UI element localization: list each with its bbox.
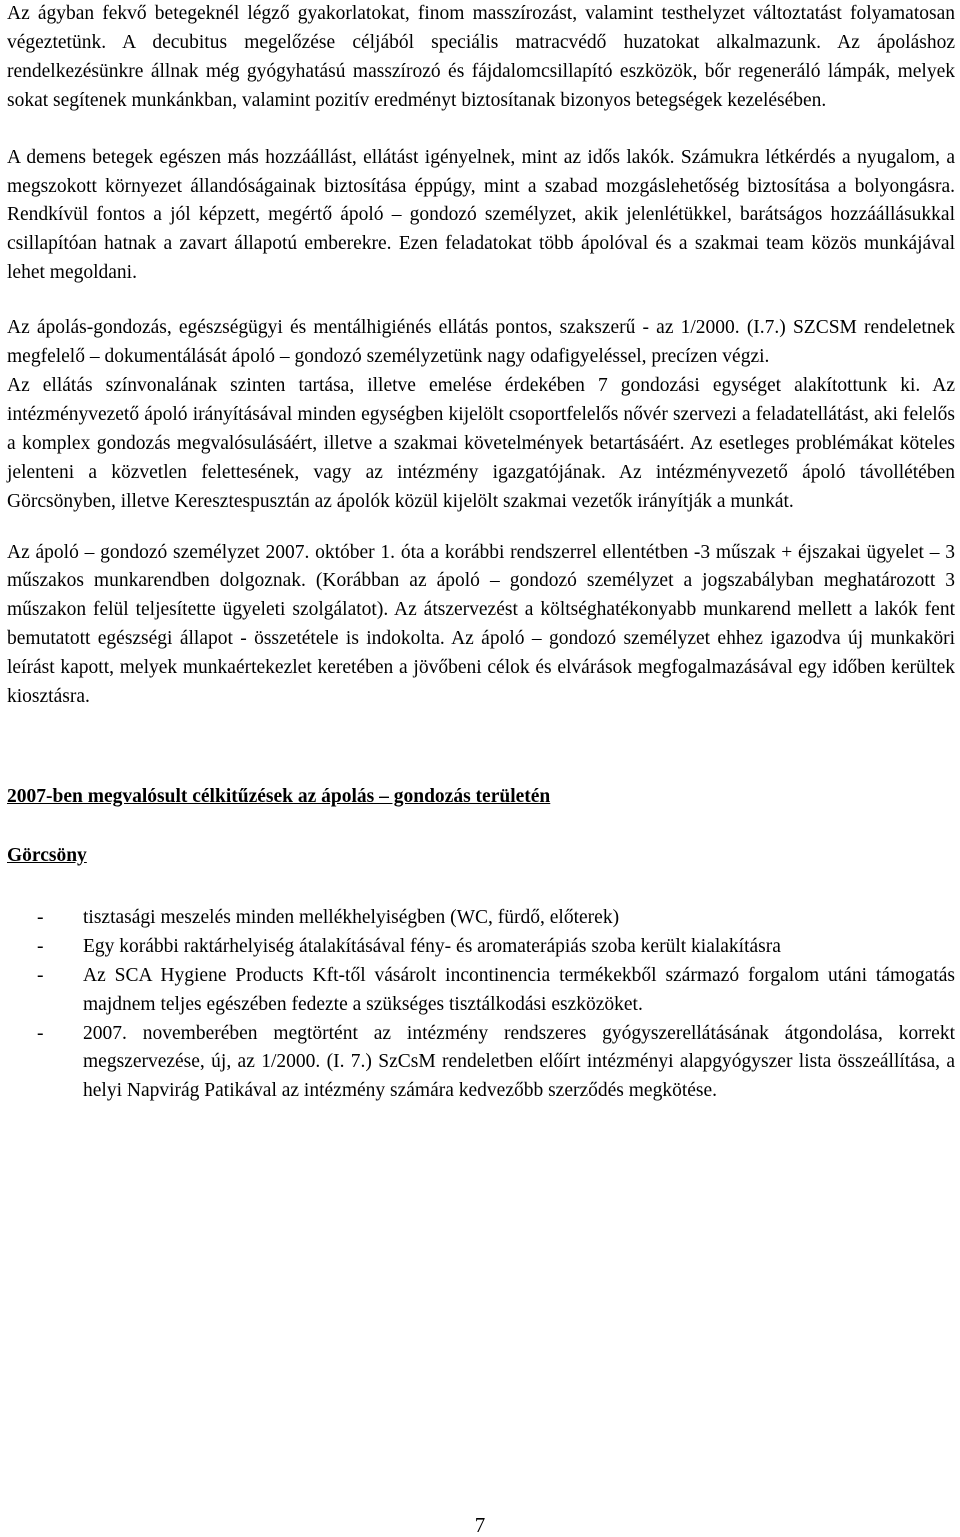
list-item-text: 2007. novemberében megtörtént az intézmény rendszeres gyógyszerellátásának átgondolása, korrekt megszervezése, új, az 1/2000. (I. 7.) SzCsM rendeletben előírt intézményi alapgyógyszer lista összeállítása, a helyi Napvirág Patikával az intézmény számára kedvezőbb szerződés megkötése. [83, 1022, 955, 1102]
list-item-text: tisztasági meszelés minden mellékhelyiségben (WC, fürdő, előterek) [83, 906, 620, 928]
list-item [7, 933, 955, 962]
page-number: 7 [474, 1513, 486, 1537]
spacer [7, 712, 955, 782]
spacer [7, 517, 955, 539]
paragraph-documentation: Az ápolás-gondozás, egészségügyi és mentálhigiénés ellátás pontos, szakszerű - az 1/2000. (I.7.) SZCSM rendeletnek megfelelő – dokumentálását ápoló – gondozó személyzetünk nagy odafigyeléssel, precízen végzi. [7, 317, 955, 368]
paragraph-care-practices: Az ágyban fekvő betegeknél légző gyakorlatokat, finom masszírozást, valamint testhelyzet változtatást folyamatosan végeztetünk. A decubitus megelőzése céljából speciális matracvédő huzatokat alkalmazunk. Az ápoláshoz rendelkezésünkre állnak még gyógyhatású masszírozó és fájdalomcsillapító eszközök, bőr regeneráló lámpák, melyek sokat segítenek munkánkban, valamint pozitív eredményt biztosítanak bizonyos betegségek kezelésében. [7, 3, 955, 111]
list-item-text: Egy korábbi raktárhelyiség átalakításával fény- és aromaterápiás szoba került kialakításra [83, 935, 781, 957]
spacer [7, 288, 955, 314]
achievements-list [7, 904, 955, 1106]
dash-bullet: - [37, 964, 44, 986]
list-item-text: Az SCA Hygiene Products Kft-től vásárolt incontinencia termékekből származó forgalom utáni támogatás majdnem teljes egészében fedezte a szükséges tisztálkodási eszközöket. [83, 964, 955, 1015]
dash-bullet: - [37, 906, 44, 928]
list-item [7, 1020, 955, 1107]
section-heading: 2007-ben megvalósult célkitűzések az ápolás – gondozás területén [7, 785, 551, 807]
paragraph-care-units: Az ellátás színvonalának szinten tartása, illetve emelése érdekében 7 gondozási egységet alakítottunk ki. Az intézményvezető ápoló irányításával minden egységben kijelölt csoportfelelős nővér szervezi a feladatellátást, aki felelős a komplex gondozás megvalósulásáért, illetve a szakmai követelmények betartásáért. Az esetleges problémákat köteles jelenteni a közvetlen felettesének, vagy az intézmény igazgatójának. Az intézményvezető ápoló távollétében Görcsönyben, illetve Keresztespusztán az ápolók közül kijelölt szakmai vezetők irányítják a munkát. [7, 374, 955, 512]
paragraph-shift-schedule: Az ápoló – gondozó személyzet 2007. október 1. óta a korábbi rendszerrel ellentétben -3 műszak + éjszakai ügyelet – 3 műszakos munkarendben dolgoznak. (Korábban az ápoló – gondozó személyzet a jogszabályban meghatározott 3 műszakon felül teljesítette ügyeleti szolgálatot). Az átszervezést a költséghatékonyabb munkarend mellett a lakók fent bemutatott egészségi állapot - összetétele is indokolta. Az ápoló – gondozó személyzet ehhez igazodva új munkaköri leírást kapott, melyek munkaértekezlet keretében a jövőbeni célok és elvárások megfogalmazásával egy időben kerültek kiosztásra. [7, 541, 955, 708]
spacer [7, 870, 955, 904]
spacer [7, 811, 955, 841]
list-item [7, 962, 955, 1020]
dash-bullet: - [37, 935, 44, 957]
document-page [7, 0, 955, 1106]
spacer [7, 116, 955, 144]
section-subheading: Görcsöny [7, 844, 87, 866]
paragraph-dementia-care: A demens betegek egészen más hozzáállást, ellátást igényelnek, mint az idős lakók. Számukra létkérdés a nyugalom, a megszokott környezet állandóságainak biztosítása éppúgy, mint a szabad mozgáslehetőség biztosítása a bolyongásra. Rendkívül fontos a jól képzett, megértő ápoló – gondozó személyzet, akik jelenlétükkel, barátságos hozzáállásukkal csillapítóan hatnak a zavart állapotú emberekre. Ezen feladatokat több ápolóval és a szakmai team közös munkájával lehet megoldani. [7, 146, 955, 284]
dash-bullet: - [37, 1022, 44, 1044]
list-item [7, 904, 955, 933]
